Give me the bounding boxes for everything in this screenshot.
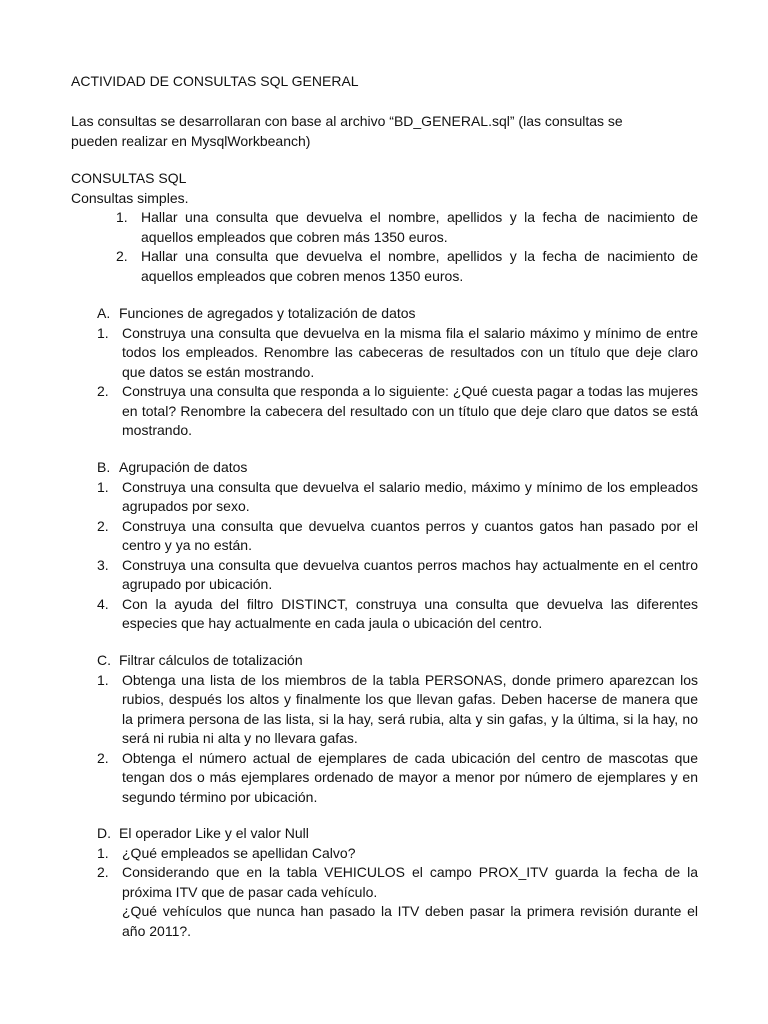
item-text: Construya una consulta que responda a lo siguiente: ¿Qué cuesta pagar a todas las mujeres en total? Renombre la cabecera del resultado con un título que deje claro que datos se está mostrando. bbox=[122, 383, 698, 438]
section-title: Agrupación de datos bbox=[119, 459, 248, 475]
section-heading bbox=[97, 458, 698, 478]
section-title: Filtrar cálculos de totalización bbox=[119, 652, 303, 668]
item-text: Hallar una consulta que devuelva el nombre, apellidos y la fecha de nacimiento de aquellos empleados que cobren menos 1350 euros. bbox=[141, 248, 698, 284]
item-number: 1. bbox=[97, 844, 109, 861]
section-list bbox=[97, 671, 698, 808]
item-number: 2. bbox=[97, 517, 109, 534]
section-list bbox=[97, 844, 698, 942]
item-number: 4. bbox=[97, 595, 109, 612]
item-text: Obtenga una lista de los miembros de la tabla PERSONAS, donde primero aparezcan los rubios, después los altos y finalmente los que llevan gafas. Deben hacerse de manera que la primera persona de las lista, si la hay, será rubia, alta y sin gafas, y la última, si la hay, no será ni rubia ni alta y no llevara gafas. bbox=[122, 671, 698, 746]
section-heading bbox=[97, 304, 698, 324]
section-heading bbox=[97, 651, 698, 671]
section-letter: B. bbox=[97, 459, 111, 475]
section-heading bbox=[97, 824, 698, 844]
item-text: Construya una consulta que devuelva el salario medio, máximo y mínimo de los empleados agrupados por sexo. bbox=[122, 478, 698, 514]
item-number: 1. bbox=[116, 209, 128, 225]
list-item bbox=[97, 595, 698, 634]
heading-consultas-simples: Consultas simples. bbox=[71, 190, 189, 206]
heading-consultas-sql: CONSULTAS SQL bbox=[71, 170, 187, 186]
section-letter: A. bbox=[97, 305, 111, 321]
list-item-body bbox=[122, 863, 698, 941]
section-b bbox=[97, 458, 698, 634]
item-number: 1. bbox=[97, 671, 109, 688]
section-letter: C. bbox=[97, 652, 111, 668]
list-item bbox=[97, 671, 698, 749]
list-item bbox=[97, 556, 698, 595]
document-title: ACTIVIDAD DE CONSULTAS SQL GENERAL bbox=[71, 73, 359, 89]
item-number: 1. bbox=[97, 324, 109, 341]
section-letter: D. bbox=[97, 825, 111, 841]
simple-queries-list bbox=[116, 208, 698, 286]
section-list bbox=[97, 478, 698, 634]
list-item bbox=[97, 844, 698, 864]
list-item bbox=[116, 247, 698, 286]
section-title: El operador Like y el valor Null bbox=[119, 825, 309, 841]
item-text: Considerando que en la tabla VEHICULOS el campo PROX_ITV guarda la fecha de la próxima ITV que de pasar cada vehículo. bbox=[122, 864, 698, 900]
list-item bbox=[116, 208, 698, 247]
item-text: Obtenga el número actual de ejemplares de cada ubicación del centro de mascotas que tengan dos o más ejemplares ordenado de mayor a menor por número de ejemplares y en segundo término por ubicación. bbox=[122, 749, 698, 805]
list-item bbox=[97, 478, 698, 517]
item-number: 3. bbox=[97, 556, 109, 573]
item-text: Construya una consulta que devuelva cuantos perros y cuantos gatos han pasado por el centro y ya no están. bbox=[122, 517, 698, 553]
item-number: 2. bbox=[116, 248, 128, 264]
item-number: 1. bbox=[97, 478, 109, 495]
item-text: Construya una consulta que devuelva en la misma fila el salario máximo y mínimo de entre todos los empleados. Renombre las cabeceras de resultados con un título que deje claro que datos se están mostrando. bbox=[122, 324, 698, 380]
list-item bbox=[97, 517, 698, 556]
list-item bbox=[97, 749, 698, 808]
section-list bbox=[97, 324, 698, 441]
list-item bbox=[97, 324, 698, 383]
item-number: 2. bbox=[97, 383, 109, 399]
item-text: Hallar una consulta que devuelva el nombre, apellidos y la fecha de nacimiento de aquellos empleados que cobren más 1350 euros. bbox=[141, 209, 698, 245]
item-text: ¿Qué empleados se apellidan Calvo? bbox=[122, 844, 356, 861]
section-a bbox=[97, 304, 698, 441]
item-number: 2. bbox=[97, 749, 109, 766]
section-title: Funciones de agregados y totalización de datos bbox=[119, 305, 416, 321]
intro-paragraph: Las consultas se desarrollaran con base al archivo “BD_GENERAL.sql” (las consultas se pueden realizar en MysqlWorkbeanch) bbox=[71, 113, 623, 149]
item-text: Construya una consulta que devuelva cuantos perros machos hay actualmente en el centro agrupado por ubicación. bbox=[122, 556, 698, 592]
section-d bbox=[97, 824, 698, 941]
list-item bbox=[97, 382, 698, 441]
item-text-continuation: ¿Qué vehículos que nunca han pasado la ITV deben pasar la primera revisión durante el año 2011?. bbox=[122, 903, 698, 939]
item-number: 2. bbox=[97, 864, 109, 880]
list-item bbox=[97, 863, 698, 941]
section-c bbox=[97, 651, 698, 807]
item-text: Con la ayuda del filtro DISTINCT, construya una consulta que devuelva las diferentes especies que hay actualmente en cada jaula o ubicación del centro. bbox=[122, 595, 698, 631]
